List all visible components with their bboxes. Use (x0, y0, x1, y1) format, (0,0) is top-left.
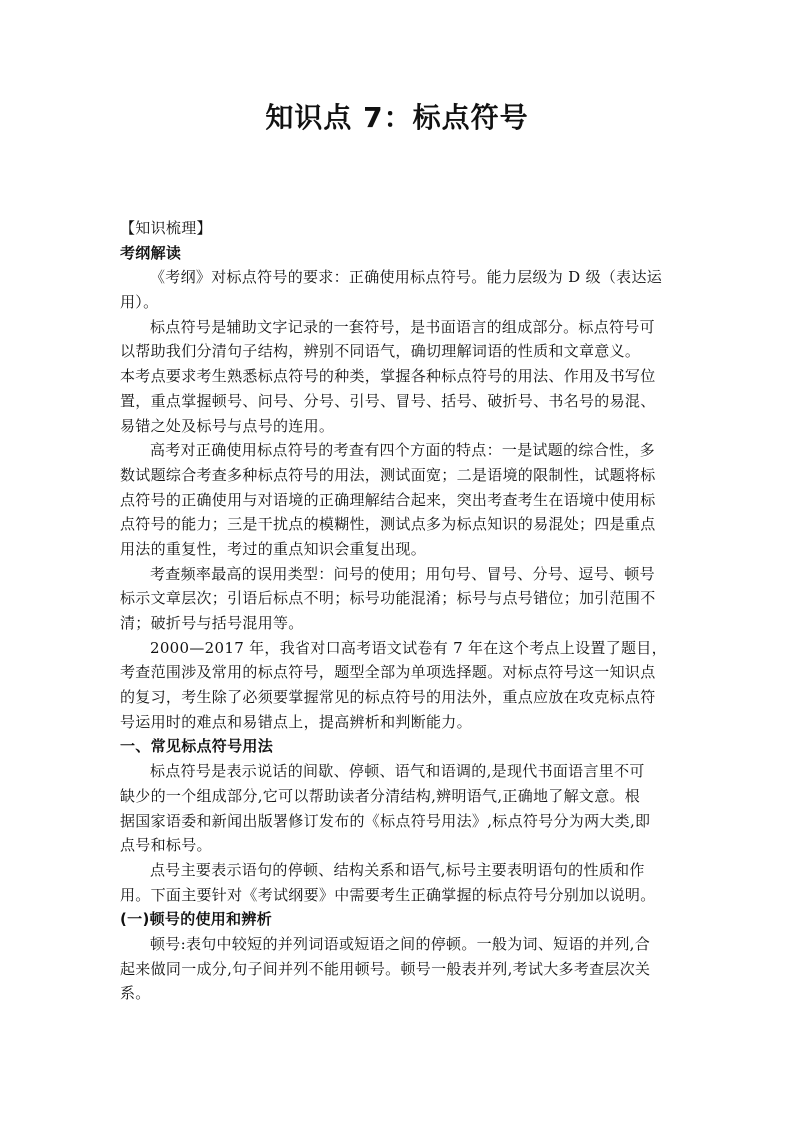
paragraph-line: 点符号的能力；三是干扰点的模糊性，测试点多为标点知识的易混处；四是重点 (120, 515, 656, 534)
paragraph-line: 置，重点掌握顿号、问号、分号、引号、冒号、括号、破折号、书名号的易混、 (120, 391, 656, 410)
paragraph-line: 标点符号是表示说话的间歇、停顿、语气和语调的,是现代书面语言里不可 (150, 762, 645, 781)
paragraph-line: 顿号:表句中较短的并列词语或短语之间的停顿。一般为词、短语的并列,合 (150, 934, 651, 953)
paragraph-3 (120, 438, 673, 561)
paragraph-line: 据国家语委和新闻出版署修订发布的《标点符号用法》,标点符号分为两大类,即 (120, 811, 651, 830)
paragraph-5 (120, 636, 673, 735)
document-body (120, 216, 673, 1006)
paragraph-line: 《考纲》对标点符号的要求：正确使用标点符号。能力层级为 D 级（表达运 (150, 268, 663, 287)
paragraph-line: 起来做同一成分,句子间并列不能用顿号。顿号一般表并列,考试大多考查层次关 (120, 959, 651, 978)
paragraph-line: 数试题综合考查多种标点符号的用法，测试面宽；二是语境的限制性，试题将标 (120, 465, 656, 484)
paragraph-4 (120, 562, 673, 636)
paragraph-line: 清；破折号与括号混用等。 (120, 614, 304, 632)
paragraph-line: 点号主要表示语句的停顿、结构关系和语气,标号主要表明语句的性质和作 (150, 860, 645, 879)
heading-subsection-1: (一)顿号的使用和辨析 (120, 910, 273, 929)
paragraph-2 (120, 315, 673, 438)
paragraph-line: 系。 (120, 984, 151, 1003)
paragraph-line: 点号和标号。 (120, 836, 212, 855)
paragraph-line: 以帮助我们分清句子结构，辨别不同语气，确切理解词语的性质和文章意义。 (120, 342, 641, 361)
paragraph-line: 的复习，考生除了必须要掌握常见的标点符号的用法外，重点应放在攻克标点符 (120, 688, 656, 707)
paragraph-line: 易错之处及标号与点号的连用。 (120, 416, 335, 435)
paragraph-line: 考查范围涉及常用的标点符号，题型全部为单项选择题。对标点符号这一知识点 (120, 663, 656, 682)
paragraph-8 (120, 932, 673, 1006)
paragraph-line: 标示文章层次；引语后标点不明；标号功能混淆；标号与点号错位；加引范围不 (120, 589, 656, 608)
heading-section-one: 一、常见标点符号用法 (120, 737, 274, 756)
paragraph-line: 用。下面主要针对《考试纲要》中需要考生正确掌握的标点符号分别加以说明。 (120, 885, 656, 904)
section-tag: 【知识梳理】 (120, 219, 212, 237)
paragraph-line: 点符号的正确使用与对语境的正确理解结合起来，突出考查考生在语境中使用标 (120, 490, 656, 509)
paragraph-6 (120, 759, 673, 858)
paragraph-line: 本考点要求考生熟悉标点符号的种类，掌握各种标点符号的用法、作用及书写位 (120, 367, 656, 386)
page-title: 知识点 7：标点符号 (265, 101, 529, 134)
paragraph-line: 号运用时的难点和易错点上，提高辨析和判断能力。 (120, 712, 472, 731)
paragraph-line: 考查频率最高的误用类型：问号的使用；用句号、冒号、分号、逗号、顿号 (150, 564, 655, 583)
paragraph-line: 标点符号是辅助文字记录的一套符号，是书面语言的组成部分。标点符号可 (150, 317, 655, 336)
paragraph-line: 用）。 (120, 293, 159, 312)
paragraph-line: 高考对正确使用标点符号的考查有四个方面的特点：一是试题的综合性，多 (150, 441, 655, 460)
heading-kaogang: 考纲解读 (120, 243, 182, 262)
paragraph-line: 用法的重复性，考过的重点知识会重复出现。 (120, 539, 427, 558)
paragraph-7 (120, 858, 673, 907)
paragraph-1 (120, 265, 673, 314)
paragraph-line: 缺少的一个组成部分,它可以帮助读者分清结构,辨明语气,正确地了解文意。根 (120, 786, 641, 805)
paragraph-line: 2000—2017 年，我省对口高考语文试卷有 7 年在这个考点上设置了题目， (150, 638, 667, 657)
